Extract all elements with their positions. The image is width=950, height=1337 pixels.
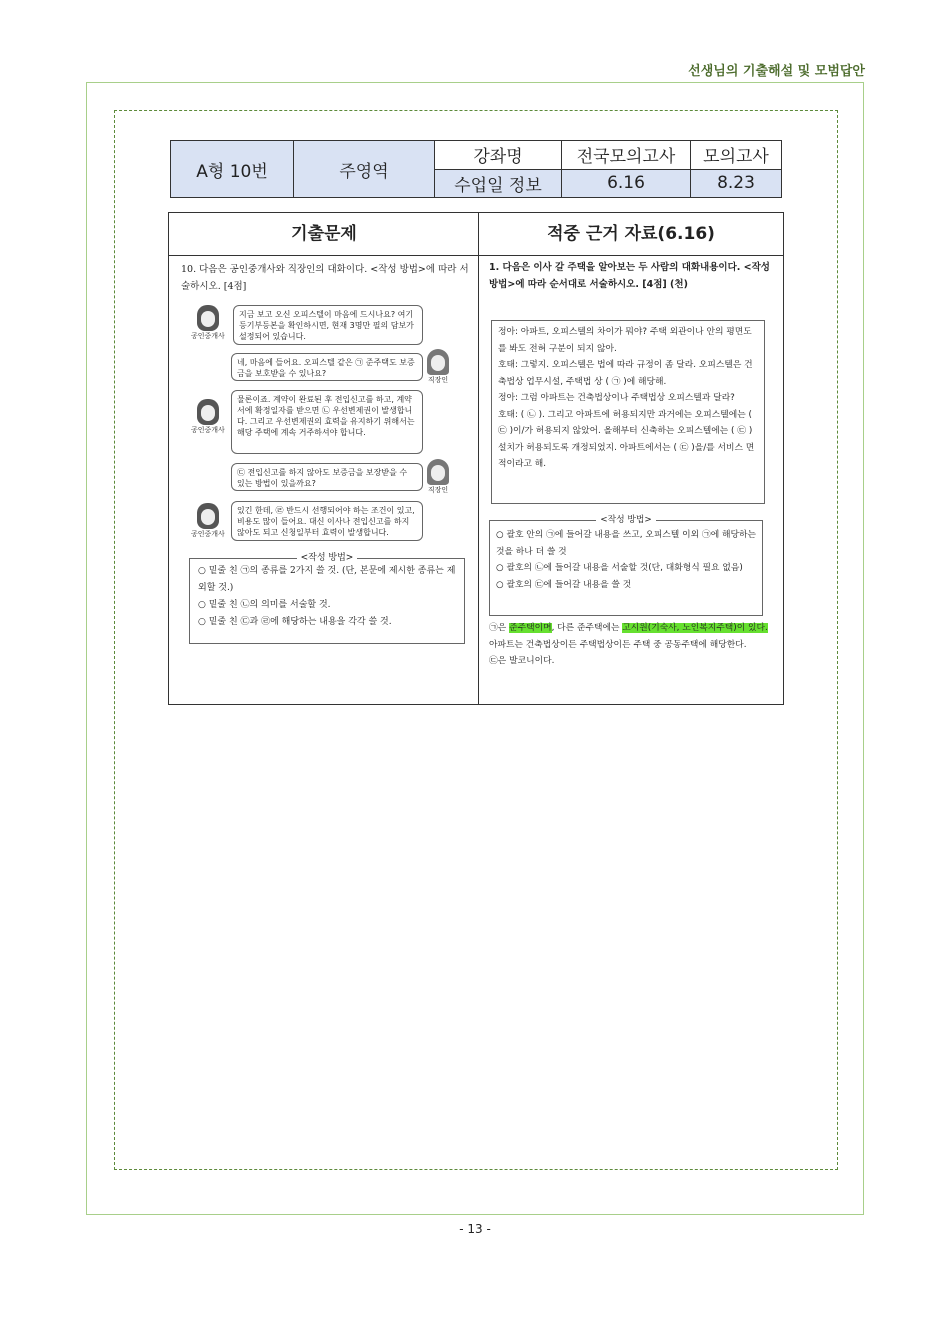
dialog-line: 호태: ( ㉡ ). 그리고 아파트에 허용되지만 과거에는 오피스텔에는 ( ㉢ )이/가 허용되지 않았어. 올해부터 신축하는 오피스텔에는 ( ㉢ ) 설치가 허용되도록 개정되었지. 아파트에서는 ( ㉢ )을/를 서비스 면적이라고 해. [498, 409, 755, 469]
speech-bubble: 네, 마음에 들어요. 오피스텔 같은 ㉠ 준주택도 보증금을 보호받을 수 있나요? [231, 353, 423, 381]
method-item: ○ 괄호의 ㉡에 들어갈 내용을 서술할 것(단, 대화형식 필요 없음) [496, 563, 743, 573]
answer-text: ㉠은 [489, 623, 510, 633]
course-1: 전국모의고사 [562, 141, 691, 170]
exam-number: A형 10번 [171, 141, 294, 198]
method-item: ○ 밑줄 친 ㉡의 의미를 서술할 것. [198, 600, 331, 610]
left-method-box [189, 553, 465, 644]
agent-figure [191, 399, 225, 435]
person-icon [197, 305, 219, 331]
method-item: ○ 괄호 안의 ㉠에 들어갈 내용을 쓰고, 오피스텔 이외 ㉠에 해당하는 것을 하나 더 쓸 것 [496, 530, 756, 557]
left-method-title: <작성 방법> [297, 553, 358, 563]
course-label: 강좌명 [435, 141, 562, 170]
agent-figure [191, 305, 225, 341]
right-question-text: 1. 다음은 이사 갈 주택을 알아보는 두 사람의 대화내용이다. <작성 방법>에 따라 순서대로 서술하시오. [4점] (천) [489, 262, 770, 290]
info-table [170, 140, 782, 198]
person-icon [427, 349, 449, 375]
speech-bubble: 지금 보고 오신 오피스텔이 마음에 드시나요? 여기 등기부등본을 확인하시면, 현재 3명만 필의 담보가 설정되어 있습니다. [233, 305, 423, 345]
speech-bubble: 있긴 한데, ㉣ 반드시 선행되어야 하는 조건이 있고, 비용도 많이 들어요. 대신 이사나 전입신고를 하지 않아도 되고 신청일부터 효력이 발생합니다. [231, 501, 423, 541]
date-1: 6.16 [562, 169, 691, 198]
dialog-line: 호태: 그렇지. 오피스텔은 법에 따라 규정이 좀 달라. 오피스텔은 건축법상 업무시설, 주택법 상 ( ㉠ )에 해당해. [498, 360, 753, 387]
question-text: 10. 다음은 공인중개사와 직장인의 대화이다. <작성 방법>에 따라 서술하시오. [4점] [181, 264, 469, 292]
person-icon [197, 399, 219, 425]
speaker-label: 공인중개사 [191, 332, 225, 340]
left-column-head: 기출문제 [169, 213, 479, 256]
person-icon [197, 503, 219, 529]
speech-bubble: 물론이죠. 계약이 완료된 후 전입신고를 하고, 계약서에 확정일자를 받으면 ㉡ 우선변제권이 발생합니다. 그리고 우선변제권의 효력을 유지하기 위해서는 해당 주택에 계속 거주하셔야 합니다. [231, 390, 423, 454]
date-label: 수업일 정보 [435, 169, 562, 198]
right-method-box [489, 515, 763, 616]
right-column-head: 적중 근거 자료(6.16) [479, 213, 783, 256]
right-method-title: <작성 방법> [596, 515, 656, 525]
column-divider [478, 213, 479, 704]
answer-highlight: 고시원(기숙사, 노인복지주택)이 있다. [622, 623, 768, 633]
answer-block [489, 620, 773, 670]
agent-figure [191, 503, 225, 539]
answer-highlight: 준주택이며 [509, 623, 552, 633]
dialog-line: 정아: 그럼 아파트는 건축법상이나 주택법상 오피스텔과 달라? [498, 393, 735, 403]
method-item: ○ 괄호의 ㉢에 들어갈 내용을 쓸 것 [496, 579, 632, 590]
speech-bubble: ㉢ 전입신고를 하지 않아도 보증금을 보장받을 수 있는 방법이 있을까요? [231, 463, 423, 491]
method-item: ○ 밑줄 친 ㉠의 종류를 2가지 쓸 것. (단, 본문에 제시한 종류는 제외할 것.) [198, 566, 456, 593]
method-item: ○ 밑줄 친 ㉢과 ㉣에 해당하는 내용을 각각 쓸 것. [198, 617, 392, 627]
speaker-label: 공인중개사 [191, 530, 225, 538]
course-2: 모의고사 [691, 141, 782, 170]
answer-line-1 [489, 620, 773, 637]
worker-figure [427, 349, 449, 385]
speaker-label: 직장인 [427, 376, 449, 384]
page-number: - 13 - [459, 1222, 491, 1236]
main-table [168, 212, 784, 705]
worker-figure [427, 459, 449, 495]
answer-line-2: 아파트는 건축법상이든 주택법상이든 주택 중 공동주택에 해당한다. [489, 639, 747, 650]
speaker-label: 직장인 [427, 486, 449, 494]
header-title: 선생님의 기출해설 및 모범답안 [688, 64, 865, 79]
dialog-line: 정아: 아파트, 오피스텔의 차이가 뭐야? 주택 외관이나 안의 평면도를 봐도 전혀 구분이 되지 않아. [498, 327, 752, 354]
person-icon [427, 459, 449, 485]
speaker-label: 공인중개사 [191, 426, 225, 434]
dialog-box [491, 320, 765, 504]
exam-area: 주영역 [294, 141, 435, 198]
answer-text: , 다른 준주택에는 [551, 623, 623, 633]
answer-line-3: ㉢은 발코니이다. [489, 656, 555, 666]
date-2: 8.23 [691, 169, 782, 198]
